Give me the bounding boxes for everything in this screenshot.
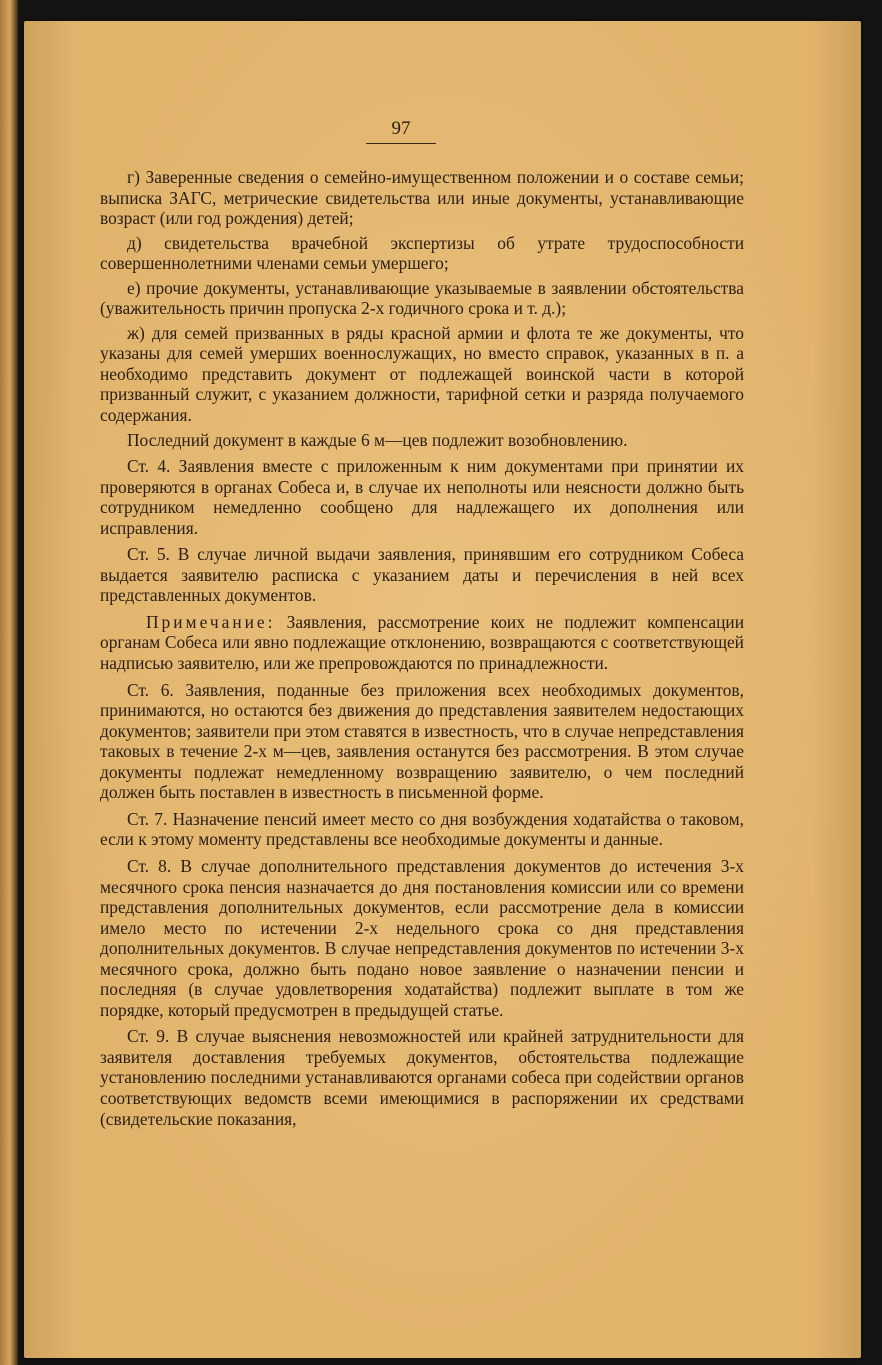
paragraph-g: г) Заверенные сведения о семейно-имущественном положении и о составе семьи; выписка ЗАГС, метрические свидетельства или иные документы, устанавливающие возраст (или год рождения) детей;: [100, 167, 744, 229]
paragraph-e: е) прочие документы, устанавливающие указываемые в заявлении обстоятельства (уважительность причин пропуска 2-х годичного срока и т. д.);: [100, 277, 744, 319]
article-8: Ст. 8. В случае дополнительного представления документов до истечения 3-х месячного срока пенсия назначается до дня постановления комиссии или со времени представления дополнительных документов, если рассмотрение дела в комиссии имело место по истечении 2-х недельного срока со дня представления дополнительных документов. В случае непредставления документов по истечении 3-х месячного срока, должно быть подано новое заявление о назначении пенсии и последняя (в случае удовлетворения ходатайства) подлежит выплате в том же порядке, который предусмотрен в предыдущей статье.: [100, 855, 744, 1020]
paragraph-zh: ж) для семей призванных в ряды красной армии и флота те же документы, что указаны для семей умерших военнослужащих, но вместо справок, указанных в п. а необходимо представить документ от подлежащей воинской части в которой призванный служит, с указанием должности, тарифной сетки и разряда получаемого содержания.: [100, 322, 744, 426]
note-label: Примечание:: [146, 611, 276, 632]
page-number: 97: [366, 118, 436, 144]
note: [100, 612, 744, 674]
article-6: Ст. 6. Заявления, поданные без приложения всех необходимых документов, принимаются, но остаются без движения до представления заявителем недостающих документов; заявители при этом ставятся в известность, что в случае непредставления таковых в течение 2-х м—цев, заявления останутся без рассмотрения. В этом случае документы подлежат немедленному возвращению заявителю, о чем последний должен быть поставлен в известность в письменной форме.: [100, 679, 744, 803]
page-text: [100, 167, 744, 1135]
adjacent-page-edge: [0, 0, 18, 1365]
article-9: Ст. 9. В случае выяснения невозможностей или крайней затруднительности для заявителя доставления требуемых документов, обстоятельства подлежащие установлению последними устанавливаются органами собеса при содействии органов соответствующих ведомств всеми имеющимися в распоряжении их средствами (свидетельские показания,: [100, 1026, 744, 1129]
article-5: Ст. 5. В случае личной выдачи заявления, принявшим его сотрудником Собеса выдается заявителю расписка с указанием даты и перечисления в ней всех представленных документов.: [100, 544, 744, 606]
paragraph-d: д) свидетельства врачебной экспертизы об утрате трудоспособности совершеннолетними членами семьи умершего;: [100, 232, 744, 274]
article-4: Ст. 4. Заявления вместе с приложенным к ним документами при принятии их проверяются в органах Собеса и, в случае их неполноты или неясности должно быть сотрудником немедленно сообщено для надлежащего их дополнения или исправления.: [100, 456, 744, 538]
paragraph-last-document: Последний документ в каждые 6 м—цев подлежит возобновлению.: [127, 429, 628, 450]
note-text: Заявления, рассмотрение коих не подлежит компенсации органам Собеса или явно подлежащие отклонению, возвращаются с соответствующей надписью заявителю, или же препровождаются по принадлежности.: [100, 611, 744, 674]
book-page: [24, 21, 861, 1358]
article-7: Ст. 7. Назначение пенсий имеет место со дня возбуждения ходатайства о таковом, если к этому моменту представлены все необходимые документы и данные.: [100, 808, 744, 850]
